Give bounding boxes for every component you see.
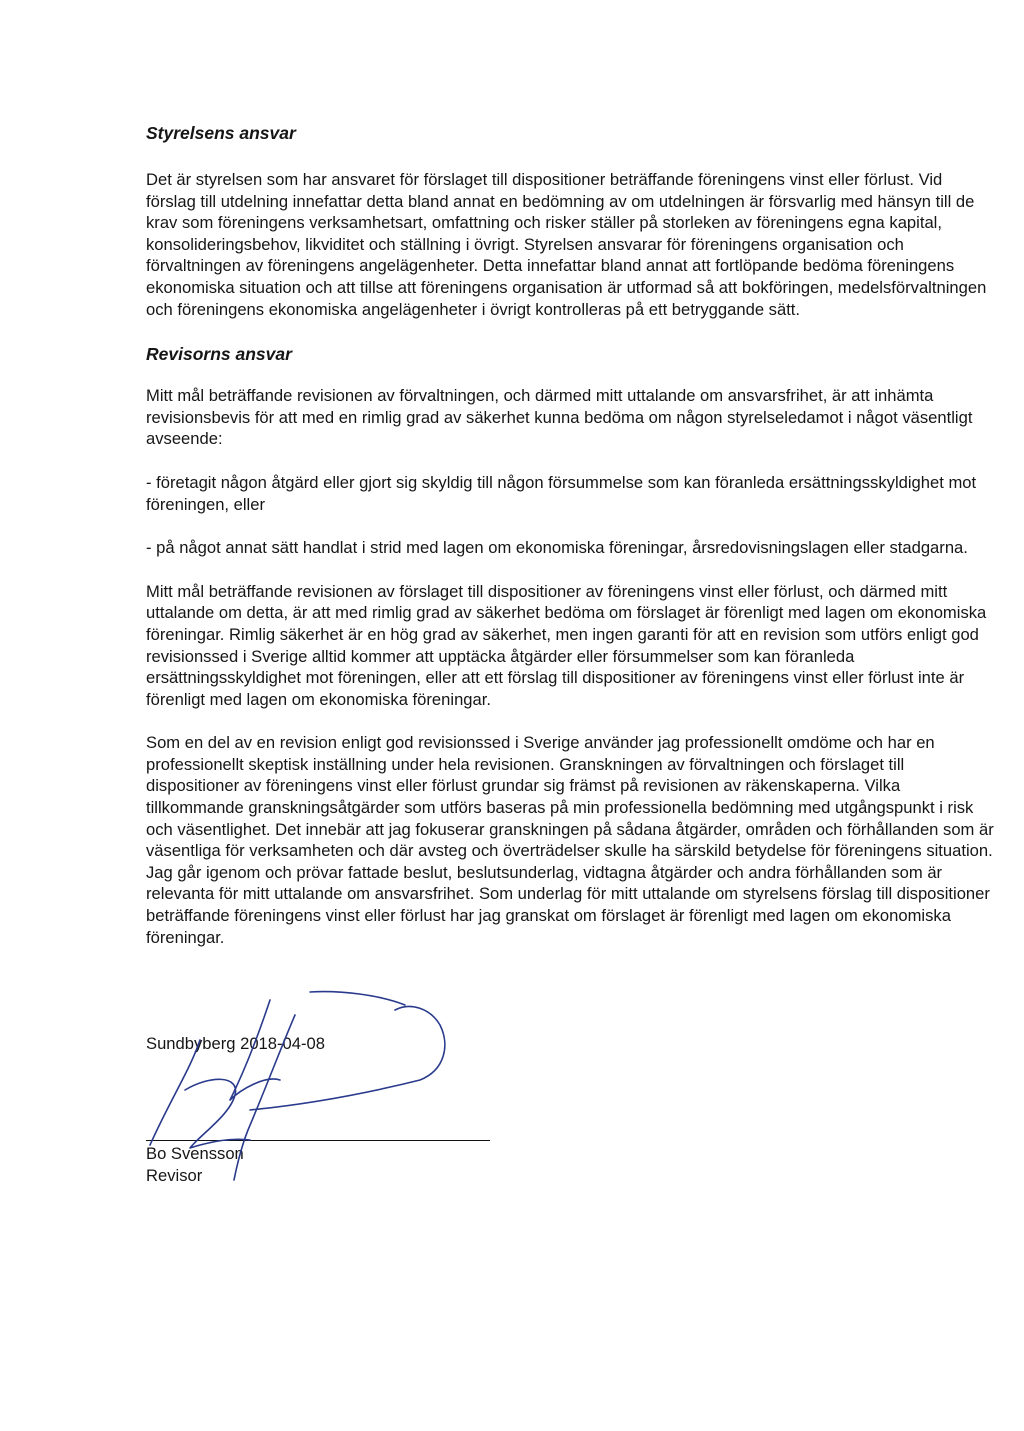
place-date: Sundbyberg 2018-04-08	[146, 1034, 325, 1053]
section-heading-styrelsens-ansvar: Styrelsens ansvar	[146, 123, 296, 143]
paragraph-bullet-1: - företagit någon åtgärd eller gjort sig skyldig till någon försummelse som kan föranleda ersättningsskyldighet mot föreningen, eller	[146, 472, 977, 514]
document-body	[146, 122, 996, 948]
signature-line	[146, 1140, 490, 1141]
paragraph-professional-judgement: Som en del av en revision enligt god revisionssed i Sverige använder jag professionellt omdöme och har en professionellt skeptisk inställning under hela revisionen. Granskningen av förvaltningen och förslaget till dispositioner av föreningens vinst eller förlust grundar sig främst på revisionen av räkenskaperna. Vilka tillkommande granskningsåtgärder som utförs baseras på min professionella bedömning med utgångspunkt i risk och väsentlighet. Det innebär att jag fokuserar granskningen på sådana åtgärder, områden och förhållanden som är väsentliga för verksamheten och där avsteg och överträdelser skulle ha särskild betydelse för föreningens situation. Jag går igenom och prövar fattade beslut, beslutsunderlag, vidtagna åtgärder och andra förhållanden som är relevanta för mitt uttalande om ansvarsfrihet. Som underlag för mitt uttalande om styrelsens förslag till dispositioner beträffande föreningens vinst eller förlust har jag granskat om förslaget är förenligt med lagen om ekonomiska föreningar.	[146, 733, 994, 947]
signer-name: Bo Svensson	[146, 1144, 244, 1163]
signature-block	[146, 1033, 546, 1193]
paragraph-bullet-2: - på något annat sätt handlat i strid med lagen om ekonomiska föreningar, årsredovisningslagen eller stadgarna.	[146, 538, 968, 558]
section-heading-revisorns-ansvar: Revisorns ansvar	[146, 344, 292, 365]
signer-title: Revisor	[146, 1166, 203, 1185]
paragraph-styrelsens-ansvar: Det är styrelsen som har ansvaret för förslaget till dispositioner beträffande föreningens vinst eller förlust. Vid förslag till utdelning innefattar detta bland annat en bedömning av om utdelningen är försvarlig med hänsyn till de krav som föreningens verksamhetsart, omfattning och risker ställer på storleken av föreningens egna kapital, konsolideringsbehov, likviditet och ställning i övrigt. Styrelsen ansvarar för föreningens organisation och förvaltningen av föreningens angelägenheter. Detta innefattar bland annat att fortlöpande bedöma föreningens ekonomiska situation och att tillse att föreningens organisation är utformad så att bokföringen, medelsförvaltningen och föreningens ekonomiska angelägenheter i övrigt kontrolleras på ett betryggande sätt.	[146, 170, 987, 319]
paragraph-revision-goal: Mitt mål beträffande revisionen av förvaltningen, och därmed mitt uttalande om ansvarsfrihet, är att inhämta revisionsbevis för att med en rimlig grad av säkerhet kunna bedöma om någon styrelseledamot i något väsentligt avseende:	[146, 386, 973, 449]
paragraph-dispositions-goal: Mitt mål beträffande revisionen av förslaget till dispositioner av föreningens vinst eller förlust, och därmed mitt uttalande om detta, är att med rimlig grad av säkerhet bedöma om förslaget är förenligt med lagen om ekonomiska föreningar. Rimlig säkerhet är en hög grad av säkerhet, men ingen garanti för att en revision som utförs enligt god revisionssed i Sverige alltid kommer att upptäcka åtgärder eller försummelser som kan föranleda ersättningsskyldighet mot föreningen, eller att ett förslag till dispositioner av föreningens vinst eller förlust inte är förenligt med lagen om ekonomiska föreningar.	[146, 581, 987, 709]
